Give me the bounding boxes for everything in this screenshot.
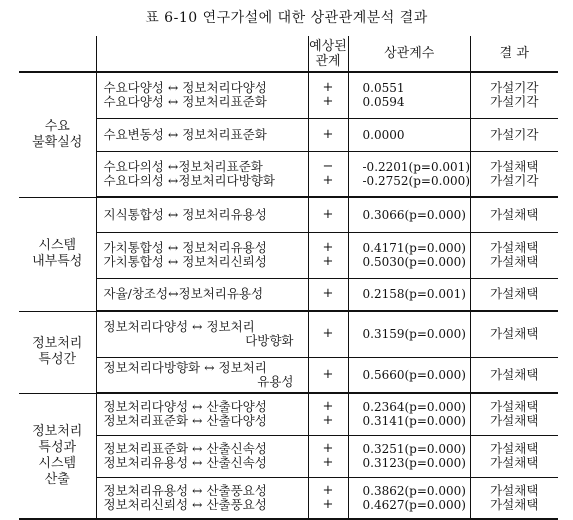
hypothesis-result: 가설채택 [490,456,539,470]
group-label-line: 수요 [44,118,70,134]
hypothesis-result: 가설채택 [490,414,539,429]
header-expected-relation [308,36,348,72]
relation-pair-cell [96,311,308,357]
hypothesis-result-cell [471,118,558,151]
expected-relation-cell [308,232,348,278]
table-row [19,278,558,311]
correlation-coefficient: 0.5030(p=0.000) [362,255,466,269]
hypothesis-result: 가설채택 [490,327,539,342]
relation-pair: 수요다의성 ↔정보처리표준화 [103,159,263,174]
group-label [19,311,96,393]
expected-relation: + [322,497,334,512]
correlation-coefficient-cell [348,232,471,278]
group-label-line: 시스템 [38,455,77,471]
relation-pair: 수요변동성 ↔ 정보처리표준화 [103,127,267,142]
expected-relation-cell [308,435,348,477]
group-label-line: 산출 [44,471,70,487]
table-row [19,232,558,278]
relation-pair-cell [96,197,308,232]
correlation-coefficient-cell [348,357,471,393]
correlation-coefficient: 0.3251(p=0.000) [362,442,466,456]
header-correlation: 상관계수 [348,36,471,72]
correlation-coefficient-cell [348,118,471,151]
relation-pair: 정보처리표준화 ↔ 산출신속성 [103,442,267,456]
table-row [19,393,558,435]
expected-relation: + [322,367,334,382]
hypothesis-result-cell [471,393,558,435]
correlation-coefficient: 0.2364(p=0.000) [362,400,466,415]
hypothesis-result: 가설기각 [490,81,539,96]
group-label-line: 정보처리 [32,336,83,351]
group-label [19,393,96,519]
hypothesis-result-cell [471,197,558,232]
relation-pair: 정보처리신뢰성 ↔ 산출풍요성 [103,497,267,512]
correlation-coefficient: 0.3862(p=0.000) [362,483,466,498]
group-label [19,197,96,311]
hypothesis-result: 가설채택 [490,483,539,498]
hypothesis-result: 가설채택 [490,255,539,269]
relation-pair: 유용성 [257,374,294,389]
table-row [19,357,558,393]
expected-relation: − [322,159,334,174]
relation-pair: 정보처리유용성 ↔ 산출풍요성 [103,483,267,498]
relation-pair: 자율/창조성↔정보처리유용성 [103,287,264,302]
hypothesis-result: 가설기각 [490,127,539,142]
expected-relation: + [322,255,334,269]
expected-relation: + [322,414,334,429]
relation-pair: 정보처리다방향화 ↔ 정보처리 [103,360,267,375]
group-label-line: 정보처리 [32,423,83,439]
table-row [19,435,558,477]
relation-pair-cell [96,278,308,311]
header-expected-relation-line: 예상된 [309,38,347,54]
hypothesis-result: 가설채택 [490,367,539,382]
expected-relation-cell [308,278,348,311]
correlation-coefficient: -0.2201(p=0.001) [362,159,470,174]
table-row [19,311,558,357]
correlation-coefficient: 0.3141(p=0.000) [362,414,466,429]
expected-relation-cell [308,118,348,151]
relation-pair: 정보처리다양성 ↔ 정보처리 [103,320,255,335]
relation-pair: 가치통합성 ↔ 정보처리신뢰성 [103,255,267,269]
relation-pair-cell [96,232,308,278]
group-label-line: 불확실성 [32,134,83,150]
correlation-table [19,36,558,520]
correlation-coefficient: 0.0551 [362,81,405,96]
correlation-coefficient-cell [348,151,471,197]
relation-pair-cell [96,72,308,118]
correlation-coefficient: -0.2752(p=0.000) [362,173,470,188]
correlation-coefficient: 0.5660(p=0.000) [362,367,466,382]
hypothesis-result: 가설채택 [490,287,539,302]
group-label-line: 특성과 [38,439,77,455]
correlation-coefficient-cell [348,278,471,311]
table-caption: 표 6-10 연구가설에 대한 상관관계분석 결과 [145,10,428,26]
table-row [19,197,558,232]
expected-relation: + [322,456,334,470]
hypothesis-result: 가설채택 [490,442,539,456]
hypothesis-result-cell [471,72,558,118]
relation-pair: 정보처리유용성 ↔ 산출신속성 [103,456,267,470]
correlation-coefficient: 0.4171(p=0.000) [362,241,466,255]
expected-relation: + [322,287,334,302]
correlation-coefficient-cell [348,311,471,357]
relation-pair: 정보처리다양성 ↔ 산출다양성 [103,400,267,415]
correlation-coefficient: 0.3123(p=0.000) [362,456,466,470]
correlation-coefficient-cell [348,435,471,477]
correlation-coefficient: 0.0000 [362,127,405,142]
expected-relation: + [322,95,334,110]
correlation-coefficient: 0.2158(p=0.001) [362,287,466,302]
hypothesis-result: 가설채택 [490,241,539,255]
expected-relation: + [322,127,334,142]
expected-relation: + [322,241,334,255]
relation-pair-cell [96,118,308,151]
correlation-coefficient: 0.3159(p=0.000) [362,327,466,342]
group-label [19,72,96,197]
relation-pair-cell [96,435,308,477]
expected-relation: + [322,173,334,188]
hypothesis-result: 가설채택 [490,497,539,512]
expected-relation: + [322,207,334,222]
hypothesis-result: 가설채택 [490,159,539,174]
hypothesis-result-cell [471,278,558,311]
hypothesis-result: 가설기각 [490,173,539,188]
group-label-line: 시스템 [38,238,77,253]
correlation-coefficient: 0.0594 [362,95,405,110]
hypothesis-result: 가설기각 [490,95,539,110]
hypothesis-result-cell [471,151,558,197]
correlation-coefficient-cell [348,72,471,118]
expected-relation-cell [308,197,348,232]
header-expected-relation-line: 관계 [315,53,341,69]
expected-relation: + [322,327,334,342]
expected-relation-cell [308,311,348,357]
expected-relation-cell [308,357,348,393]
correlation-coefficient-cell [348,393,471,435]
header-group [19,36,96,72]
relation-pair: 가치통합성 ↔ 정보처리유용성 [103,241,267,255]
expected-relation: + [322,81,334,96]
correlation-coefficient: 0.3066(p=0.000) [362,207,466,222]
relation-pair: 정보처리표준화 ↔ 산출다양성 [103,414,267,429]
correlation-coefficient: 0.4627(p=0.000) [362,497,466,512]
expected-relation: + [322,442,334,456]
expected-relation-cell [308,72,348,118]
hypothesis-result-cell [471,357,558,393]
hypothesis-result-cell [471,232,558,278]
group-label-line: 특성간 [38,352,77,367]
hypothesis-result-cell [471,435,558,477]
expected-relation: + [322,400,334,415]
relation-pair-cell [96,393,308,435]
table-row [19,151,558,197]
header-pair [96,36,308,72]
table-body [19,72,558,519]
correlation-coefficient-cell [348,197,471,232]
table-header [19,36,558,72]
expected-relation-cell [308,151,348,197]
expected-relation-cell [308,393,348,435]
hypothesis-result: 가설채택 [490,400,539,415]
relation-pair-cell [96,357,308,393]
relation-pair: 다방향화 [245,334,294,349]
group-label-line: 내부특성 [32,254,83,269]
relation-pair: 수요다의성 ↔정보처리다방향화 [103,173,275,188]
relation-pair: 수요다양성 ↔ 정보처리표준화 [103,95,267,110]
hypothesis-result-cell [471,311,558,357]
relation-pair-cell [96,151,308,197]
table-row [19,72,558,118]
hypothesis-result: 가설채택 [490,207,539,222]
relation-pair: 수요다양성 ↔ 정보처리다양성 [103,81,267,96]
header-result: 결 과 [471,36,558,72]
expected-relation: + [322,483,334,498]
relation-pair: 지식통합성 ↔ 정보처리유용성 [103,207,267,222]
table-row [19,118,558,151]
